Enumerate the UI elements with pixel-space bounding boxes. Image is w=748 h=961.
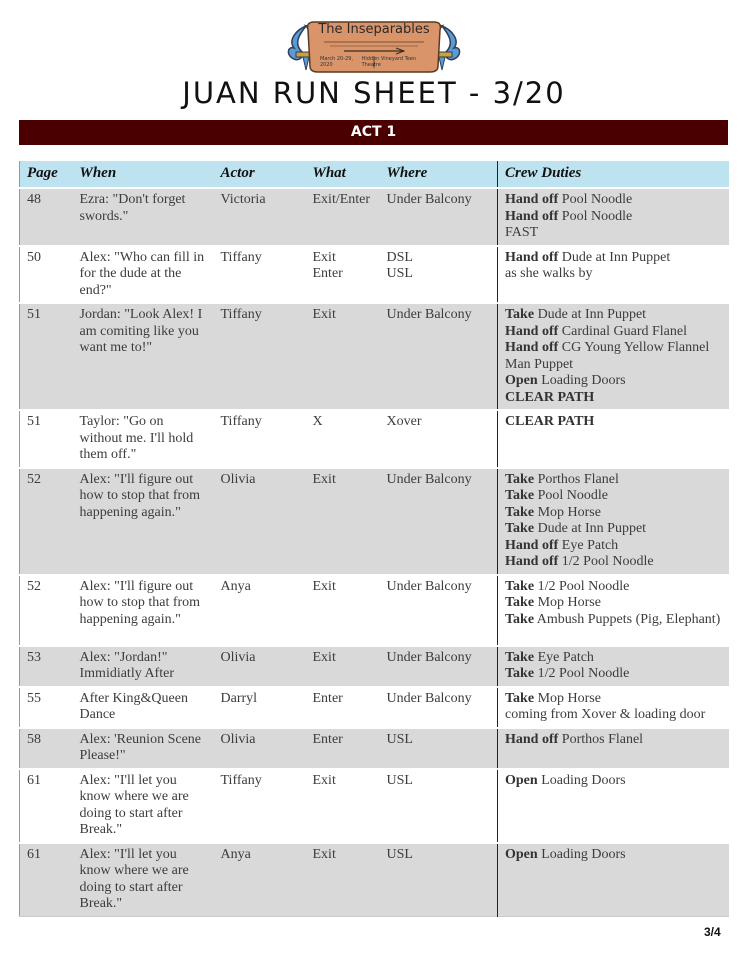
cell-crew-duties: [498, 246, 729, 304]
cell-crew-duties: [498, 410, 729, 468]
cell-page: 52: [20, 575, 73, 646]
cell-what: [306, 843, 380, 917]
duty-item: Mop Horse: [534, 504, 601, 520]
cell-actor: Anya: [214, 575, 306, 646]
duty-line: [505, 612, 723, 629]
cell-when: Ezra: "Don't forget swords.": [73, 188, 214, 246]
duty-verb: Open: [505, 373, 538, 388]
cell-actor: Tiffany: [214, 246, 306, 304]
cell-where: [380, 246, 498, 304]
duty-item: Dude at Inn Puppet: [558, 249, 671, 265]
duty-line: [505, 250, 723, 267]
duty-item: Porthos Flanel: [558, 731, 644, 747]
where-line: Under Balcony: [386, 192, 472, 207]
where-line: Under Balcony: [386, 578, 472, 594]
duty-verb: Open: [505, 846, 538, 862]
column-header-when: When: [73, 161, 214, 188]
cell-what: [306, 575, 380, 646]
duty-item: Mop Horse: [534, 595, 601, 610]
cell-page: 61: [20, 769, 73, 843]
logo-dates: March 20-29, 2020: [320, 56, 353, 68]
cell-what: [306, 410, 380, 468]
duty-item: Mop Horse: [534, 690, 601, 706]
duty-item: Pool Noodle: [558, 192, 633, 207]
cell-what: [306, 188, 380, 246]
duty-line: [505, 707, 723, 724]
cell-where: [380, 769, 498, 843]
duty-item: coming from Xover & loading door: [505, 707, 706, 722]
duty-verb: CLEAR PATH: [505, 414, 595, 429]
cell-actor: Tiffany: [214, 769, 306, 843]
duty-item: 1/2 Pool Noodle: [534, 666, 630, 681]
table-row: [20, 575, 729, 646]
table-row: [20, 468, 729, 575]
duty-verb: Take: [505, 471, 535, 487]
cell-where: [380, 646, 498, 687]
duty-verb: Take: [505, 521, 535, 536]
cell-actor: Tiffany: [214, 410, 306, 468]
what-line: Enter: [312, 731, 343, 747]
what-line: Exit: [312, 249, 336, 265]
duty-item: CG Young Yellow Flannel Man Puppet: [505, 340, 710, 372]
where-line: Xover: [386, 414, 422, 429]
cell-when: Alex: 'Reunion Scene Please!": [73, 728, 214, 769]
cell-actor: Darryl: [214, 687, 306, 728]
duty-line: [505, 390, 723, 407]
table-row: [20, 303, 729, 410]
duty-line: [505, 505, 723, 522]
cell-where: [380, 843, 498, 917]
cell-crew-duties: [498, 188, 729, 246]
table-row: [20, 646, 729, 687]
where-line: Under Balcony: [386, 307, 472, 322]
what-line: Exit/Enter: [312, 192, 371, 207]
duty-line: [505, 650, 723, 667]
where-line: USL: [386, 846, 413, 862]
duty-item: Porthos Flanel: [534, 471, 619, 487]
page-indicator: 3/4: [704, 925, 721, 939]
duty-line: [505, 225, 723, 242]
cell-when: Jordan: "Look Alex! I am comiting like you want me to!": [73, 303, 214, 410]
cell-crew-duties: [498, 687, 729, 728]
cell-when: After King&Queen Dance: [73, 687, 214, 728]
cell-actor: Olivia: [214, 728, 306, 769]
duty-verb: Hand off: [505, 340, 559, 355]
column-header-actor: Actor: [214, 161, 306, 188]
cell-what: [306, 468, 380, 575]
duty-line: [505, 307, 723, 324]
duty-verb: Hand off: [505, 537, 559, 553]
duty-item: FAST: [505, 225, 539, 240]
cell-what: [306, 303, 380, 410]
table-body: [20, 188, 729, 916]
duty-verb: Hand off: [505, 208, 559, 224]
cell-actor: Olivia: [214, 646, 306, 687]
cell-where: [380, 728, 498, 769]
duty-verb: Hand off: [505, 731, 559, 747]
cell-page: 61: [20, 843, 73, 917]
cell-page: 52: [20, 468, 73, 575]
what-line: Enter: [312, 690, 343, 706]
cell-what: [306, 769, 380, 843]
what-line: Exit: [312, 307, 336, 322]
cell-actor: Olivia: [214, 468, 306, 575]
column-header-page: Page: [20, 161, 73, 188]
what-line: X: [312, 414, 323, 429]
cell-when: Alex: "Who can fill in for the dude at the end?": [73, 246, 214, 304]
cell-where: [380, 188, 498, 246]
duty-verb: Hand off: [505, 192, 559, 207]
duty-item: Pool Noodle: [558, 208, 633, 224]
duty-verb: Take: [505, 690, 535, 706]
duty-item: 1/2 Pool Noodle: [534, 578, 630, 594]
duty-verb: Take: [505, 578, 535, 594]
cell-when: Taylor: "Go on without me. I'll hold them off.": [73, 410, 214, 468]
where-line: USL: [386, 772, 413, 788]
where-line: Under Balcony: [386, 690, 472, 706]
logo-venue: Hidden Vineyard Teen Theatre: [361, 56, 417, 68]
duty-line: [505, 488, 723, 505]
cell-actor: Anya: [214, 843, 306, 917]
column-header-crew-duties: Crew Duties: [498, 161, 729, 188]
duty-line: [505, 538, 723, 555]
act-banner: ACT 1: [19, 120, 728, 145]
duty-verb: Open: [505, 772, 538, 788]
where-line: Under Balcony: [386, 471, 472, 487]
run-sheet-table: [19, 161, 729, 917]
cell-where: [380, 303, 498, 410]
column-header-what: What: [306, 161, 380, 188]
what-line: Enter: [312, 266, 343, 281]
cell-crew-duties: [498, 843, 729, 917]
what-line: Exit: [312, 649, 336, 665]
where-line: DSL: [386, 249, 413, 265]
cell-actor: Victoria: [214, 188, 306, 246]
what-line: Exit: [312, 846, 336, 862]
duty-verb: CLEAR PATH: [505, 389, 595, 405]
duty-line: [505, 847, 723, 864]
duty-line: [505, 579, 723, 596]
cell-crew-duties: [498, 468, 729, 575]
duty-verb: Take: [505, 307, 535, 322]
duty-item: Dude at Inn Puppet: [534, 307, 647, 322]
table-row: [20, 410, 729, 468]
cell-crew-duties: [498, 728, 729, 769]
duty-item: Dude at Inn Puppet: [534, 521, 647, 536]
cell-when: Alex: "I'll let you know where we are doing to start after Break.": [73, 769, 214, 843]
cell-crew-duties: [498, 646, 729, 687]
cell-crew-duties: [498, 769, 729, 843]
duty-item: Ambush Puppets (Pig, Elephant): [534, 611, 721, 627]
duty-line: [505, 595, 723, 612]
duty-line: [505, 521, 723, 538]
what-line: Exit: [312, 772, 336, 788]
duty-item: Loading Doors: [537, 846, 626, 862]
table-row: [20, 843, 729, 917]
cell-where: [380, 468, 498, 575]
cell-page: 55: [20, 687, 73, 728]
cell-what: [306, 246, 380, 304]
duty-verb: Take: [505, 666, 535, 681]
duty-line: [505, 472, 723, 489]
duty-verb: Hand off: [505, 323, 559, 339]
duty-line: [505, 773, 723, 790]
where-line: Under Balcony: [386, 649, 472, 665]
cell-where: [380, 687, 498, 728]
duty-verb: Take: [505, 649, 535, 665]
where-line: USL: [386, 731, 413, 747]
cell-where: [380, 575, 498, 646]
table-row: [20, 188, 729, 246]
cell-page: 48: [20, 188, 73, 246]
duty-verb: Take: [505, 611, 535, 627]
duty-line: [505, 373, 723, 390]
duty-verb: Take: [505, 595, 535, 610]
cell-page: 50: [20, 246, 73, 304]
cell-what: [306, 687, 380, 728]
logo-title: The Inseparables: [318, 22, 430, 37]
table-row: [20, 728, 729, 769]
duty-item: Eye Patch: [558, 537, 619, 553]
duty-verb: Take: [505, 488, 535, 503]
where-line: USL: [386, 266, 413, 281]
cell-actor: Tiffany: [214, 303, 306, 410]
cell-crew-duties: [498, 575, 729, 646]
duty-line: [505, 266, 723, 283]
duty-verb: Take: [505, 504, 535, 520]
cell-crew-duties: [498, 303, 729, 410]
duty-line: [505, 554, 723, 571]
duty-line: [505, 209, 723, 226]
cell-page: 53: [20, 646, 73, 687]
table-row: [20, 246, 729, 304]
show-logo: [284, 18, 464, 76]
cell-where: [380, 410, 498, 468]
page-title: JUAN RUN SHEET - 3/20: [182, 76, 566, 110]
duty-verb: Hand off: [505, 554, 559, 569]
cell-when: Alex: "I'll figure out how to stop that from happening again.": [73, 468, 214, 575]
cell-what: [306, 646, 380, 687]
duty-item: Loading Doors: [537, 772, 626, 788]
duty-item: Pool Noodle: [534, 488, 608, 503]
logo-subtitle: [320, 56, 428, 68]
duty-verb: Hand off: [505, 249, 559, 265]
duty-item: as she walks by: [505, 266, 593, 281]
table-row: [20, 769, 729, 843]
cell-page: 58: [20, 728, 73, 769]
duty-item: Loading Doors: [537, 373, 626, 388]
cell-when: Alex: "I'll let you know where we are doing to start after Break.": [73, 843, 214, 917]
duty-line: [505, 414, 723, 431]
what-line: Exit: [312, 578, 336, 594]
duty-line: [505, 324, 723, 341]
table-header-row: [20, 161, 729, 188]
duty-line: [505, 732, 723, 749]
cell-when: Alex: "I'll figure out how to stop that from happening again.": [73, 575, 214, 646]
cell-page: 51: [20, 410, 73, 468]
cell-when: Alex: "Jordan!" Immidiatly After: [73, 646, 214, 687]
cell-what: [306, 728, 380, 769]
duty-line: [505, 666, 723, 683]
duty-item: Cardinal Guard Flanel: [558, 323, 687, 339]
cell-page: 51: [20, 303, 73, 410]
column-header-where: Where: [380, 161, 498, 188]
duty-item: Eye Patch: [534, 649, 594, 665]
duty-line: [505, 691, 723, 708]
duty-line: [505, 340, 723, 373]
duty-item: 1/2 Pool Noodle: [558, 554, 654, 569]
what-line: Exit: [312, 471, 336, 487]
table-row: [20, 687, 729, 728]
duty-line: [505, 192, 723, 209]
